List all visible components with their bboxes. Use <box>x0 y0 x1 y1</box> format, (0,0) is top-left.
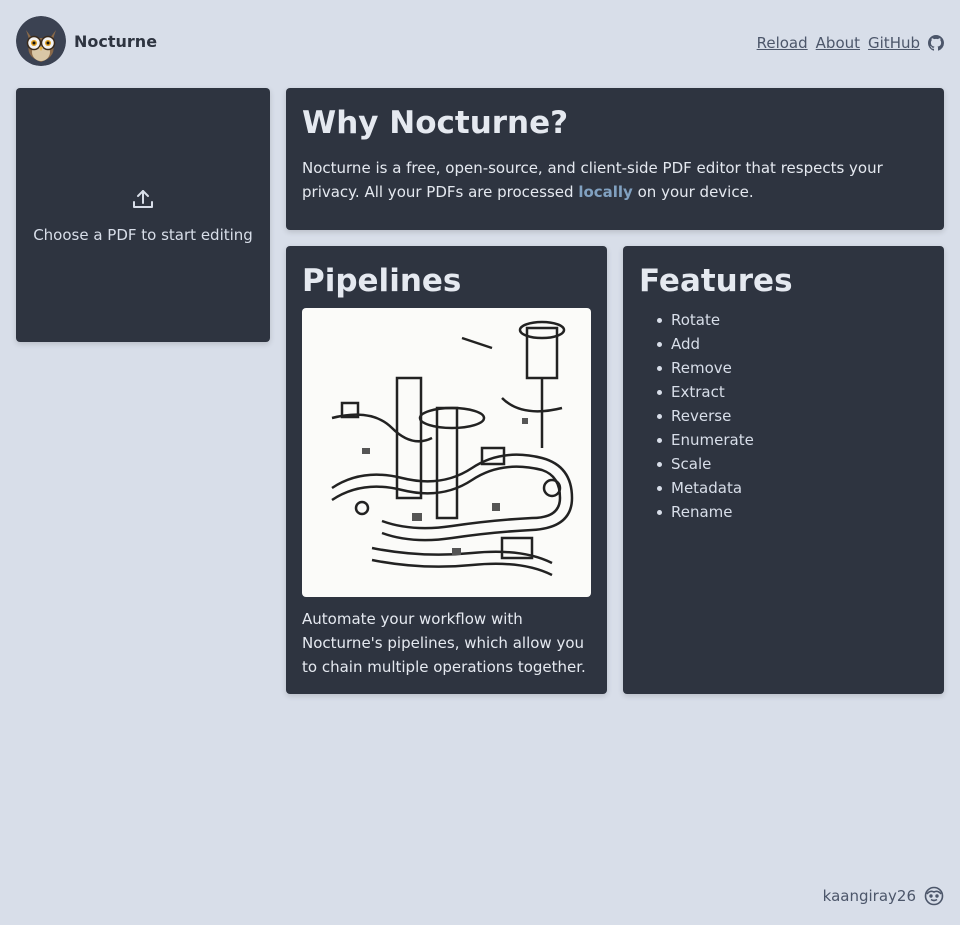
author-link[interactable]: kaangiray26 <box>822 887 916 905</box>
feature-item: Remove <box>639 356 928 380</box>
feature-item: Metadata <box>639 476 928 500</box>
why-description <box>302 156 928 204</box>
why-text-after: on your device. <box>632 183 754 201</box>
footer <box>823 886 944 906</box>
about-link[interactable]: About <box>815 34 861 52</box>
github-icon[interactable] <box>928 35 944 51</box>
features-list <box>639 308 928 524</box>
pipelines-title: Pipelines <box>302 263 462 299</box>
owl-logo-icon <box>16 16 66 66</box>
github-link[interactable]: GitHub <box>868 34 920 52</box>
pipelines-description: Automate your workflow with Nocturne's pipelines, which allow you to chain multiple operations together. <box>302 610 586 676</box>
header <box>0 0 960 80</box>
upload-icon <box>132 188 154 214</box>
reload-link[interactable]: Reload <box>756 34 808 52</box>
pipelines-illustration <box>302 308 591 597</box>
locally-highlight: locally <box>578 183 633 201</box>
upload-label: Choose a PDF to start editing <box>33 226 253 244</box>
face-icon <box>924 886 944 906</box>
app-name: Nocturne <box>74 31 158 51</box>
why-title: Why Nocturne? <box>302 105 569 141</box>
feature-item: Reverse <box>639 404 928 428</box>
upload-pdf-card[interactable] <box>16 88 270 342</box>
features-card <box>623 246 944 694</box>
pipelines-card <box>286 246 607 694</box>
feature-item: Rename <box>639 500 928 524</box>
why-card <box>286 88 944 230</box>
feature-item: Scale <box>639 452 928 476</box>
why-text-before: Nocturne is a free, open-source, and client-side PDF editor that respects your privacy. All your PDFs are processed <box>302 159 883 201</box>
feature-item: Extract <box>639 380 928 404</box>
brand[interactable] <box>16 16 157 66</box>
feature-item: Rotate <box>639 308 928 332</box>
feature-item: Add <box>639 332 928 356</box>
top-nav <box>749 34 944 52</box>
features-title: Features <box>639 263 793 299</box>
feature-item: Enumerate <box>639 428 928 452</box>
